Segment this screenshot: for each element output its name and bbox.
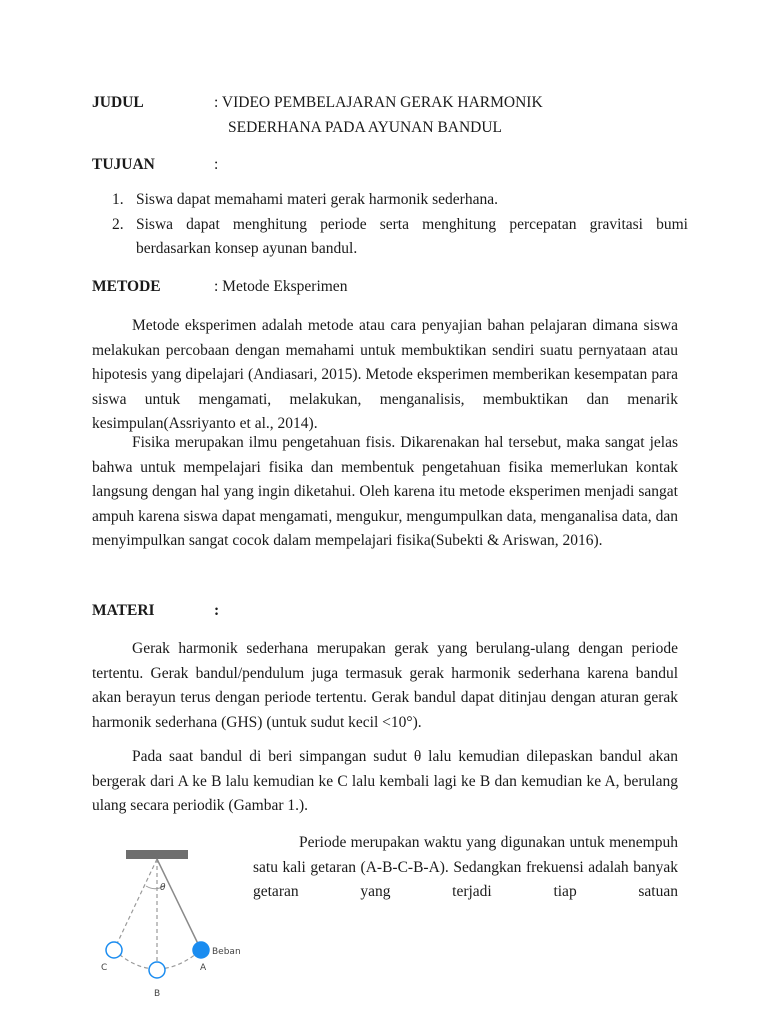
label-beban: Beban [212, 947, 241, 957]
metode-paragraph-2: Fisika merupakan ilmu pengetahuan fisis. Dikarenakan hal tersebut, maka sangat jelas bahwa untuk mempelajari fisika dan membentuk pengetahuan fisika memerlukan kontak langsung dengan hal yang ingin diketahui. Oleh karena itu metode eksperimen menjadi sangat ampuh karena siswa dapat mengamati, mengukur, mengumpulkan data, menganalisa data, dan menyimpulkan sangat cocok dalam mempelajari fisika(Subekti & Ariswan, 2016). [92, 434, 678, 549]
list-item-number: 1. [112, 191, 124, 208]
goals-list [92, 188, 688, 262]
materi-label: MATERI [92, 602, 155, 619]
list-item [92, 188, 688, 213]
tujuan-colon: : [214, 156, 219, 173]
label-a: A [200, 963, 207, 973]
pendulum-figure [88, 838, 260, 1008]
bob-position-a [193, 942, 209, 958]
pendulum-support [126, 850, 188, 859]
tujuan-label: TUJUAN [92, 156, 155, 173]
pendulum-string-right [157, 859, 201, 950]
bob-position-c [106, 942, 122, 958]
list-item-text: Siswa dapat menghitung periode serta menghitung percepatan gravitasi bumi berdasarkan konsep ayunan bandul. [136, 215, 688, 257]
label-b: B [154, 989, 161, 999]
materi-colon: : [214, 602, 220, 619]
metode-label: METODE [92, 278, 161, 295]
label-c: C [101, 963, 108, 973]
judul-label: JUDUL [92, 94, 144, 111]
metode-value: : Metode Eksperimen [214, 278, 348, 295]
judul-title-line1: : VIDEO PEMBELAJARAN GERAK HARMONIK [214, 94, 543, 111]
pendulum-diagram [88, 838, 260, 1008]
judul-title-line2: SEDERHANA PADA AYUNAN BANDUL [228, 119, 503, 136]
pendulum-string-left [114, 859, 157, 950]
list-item [92, 213, 688, 262]
materi-paragraph-2: Pada saat bandul di beri simpangan sudut θ lalu kemudian dilepaskan bandul akan bergerak dari A ke B lalu kemudian ke C lalu kembali lagi ke B dan kemudian ke A, berulang ulang secara periodik (Gambar 1.). [92, 748, 678, 814]
theta-label: θ [160, 883, 166, 893]
list-item-number: 2. [112, 215, 124, 233]
materi-paragraph-3: Periode merupakan waktu yang digunakan untuk menempuh satu kali getaran (A-B-C-B-A). Sedangkan frekuensi adalah banyak getaran yang terjadi tiap satuan [253, 834, 678, 900]
list-item-text: Siswa dapat memahami materi gerak harmonik sederhana. [136, 191, 498, 208]
bob-position-b [149, 962, 165, 978]
materi-paragraph-1: Gerak harmonik sederhana merupakan gerak yang berulang-ulang dengan periode tertentu. Gerak bandul/pendulum juga termasuk gerak harmonik sederhana karena bandul akan berayun terus dengan periode tertentu. Gerak bandul dapat ditinjau dengan aturan gerak harmonik sederhana (GHS) (untuk sudut kecil <10°). [92, 640, 678, 731]
metode-paragraph-1: Metode eksperimen adalah metode atau cara penyajian bahan pelajaran dimana siswa melakukan percobaan dengan memahami untuk membuktikan sendiri suatu pernyataan atau hipotesis yang dipelajari (Andiasari, 2015). Metode eksperimen memberikan kesempatan para siswa untuk mengamati, melakukan, menganalisis, membuktikan dan menarik kesimpulan(Assriyanto et al., 2014). [92, 317, 678, 432]
